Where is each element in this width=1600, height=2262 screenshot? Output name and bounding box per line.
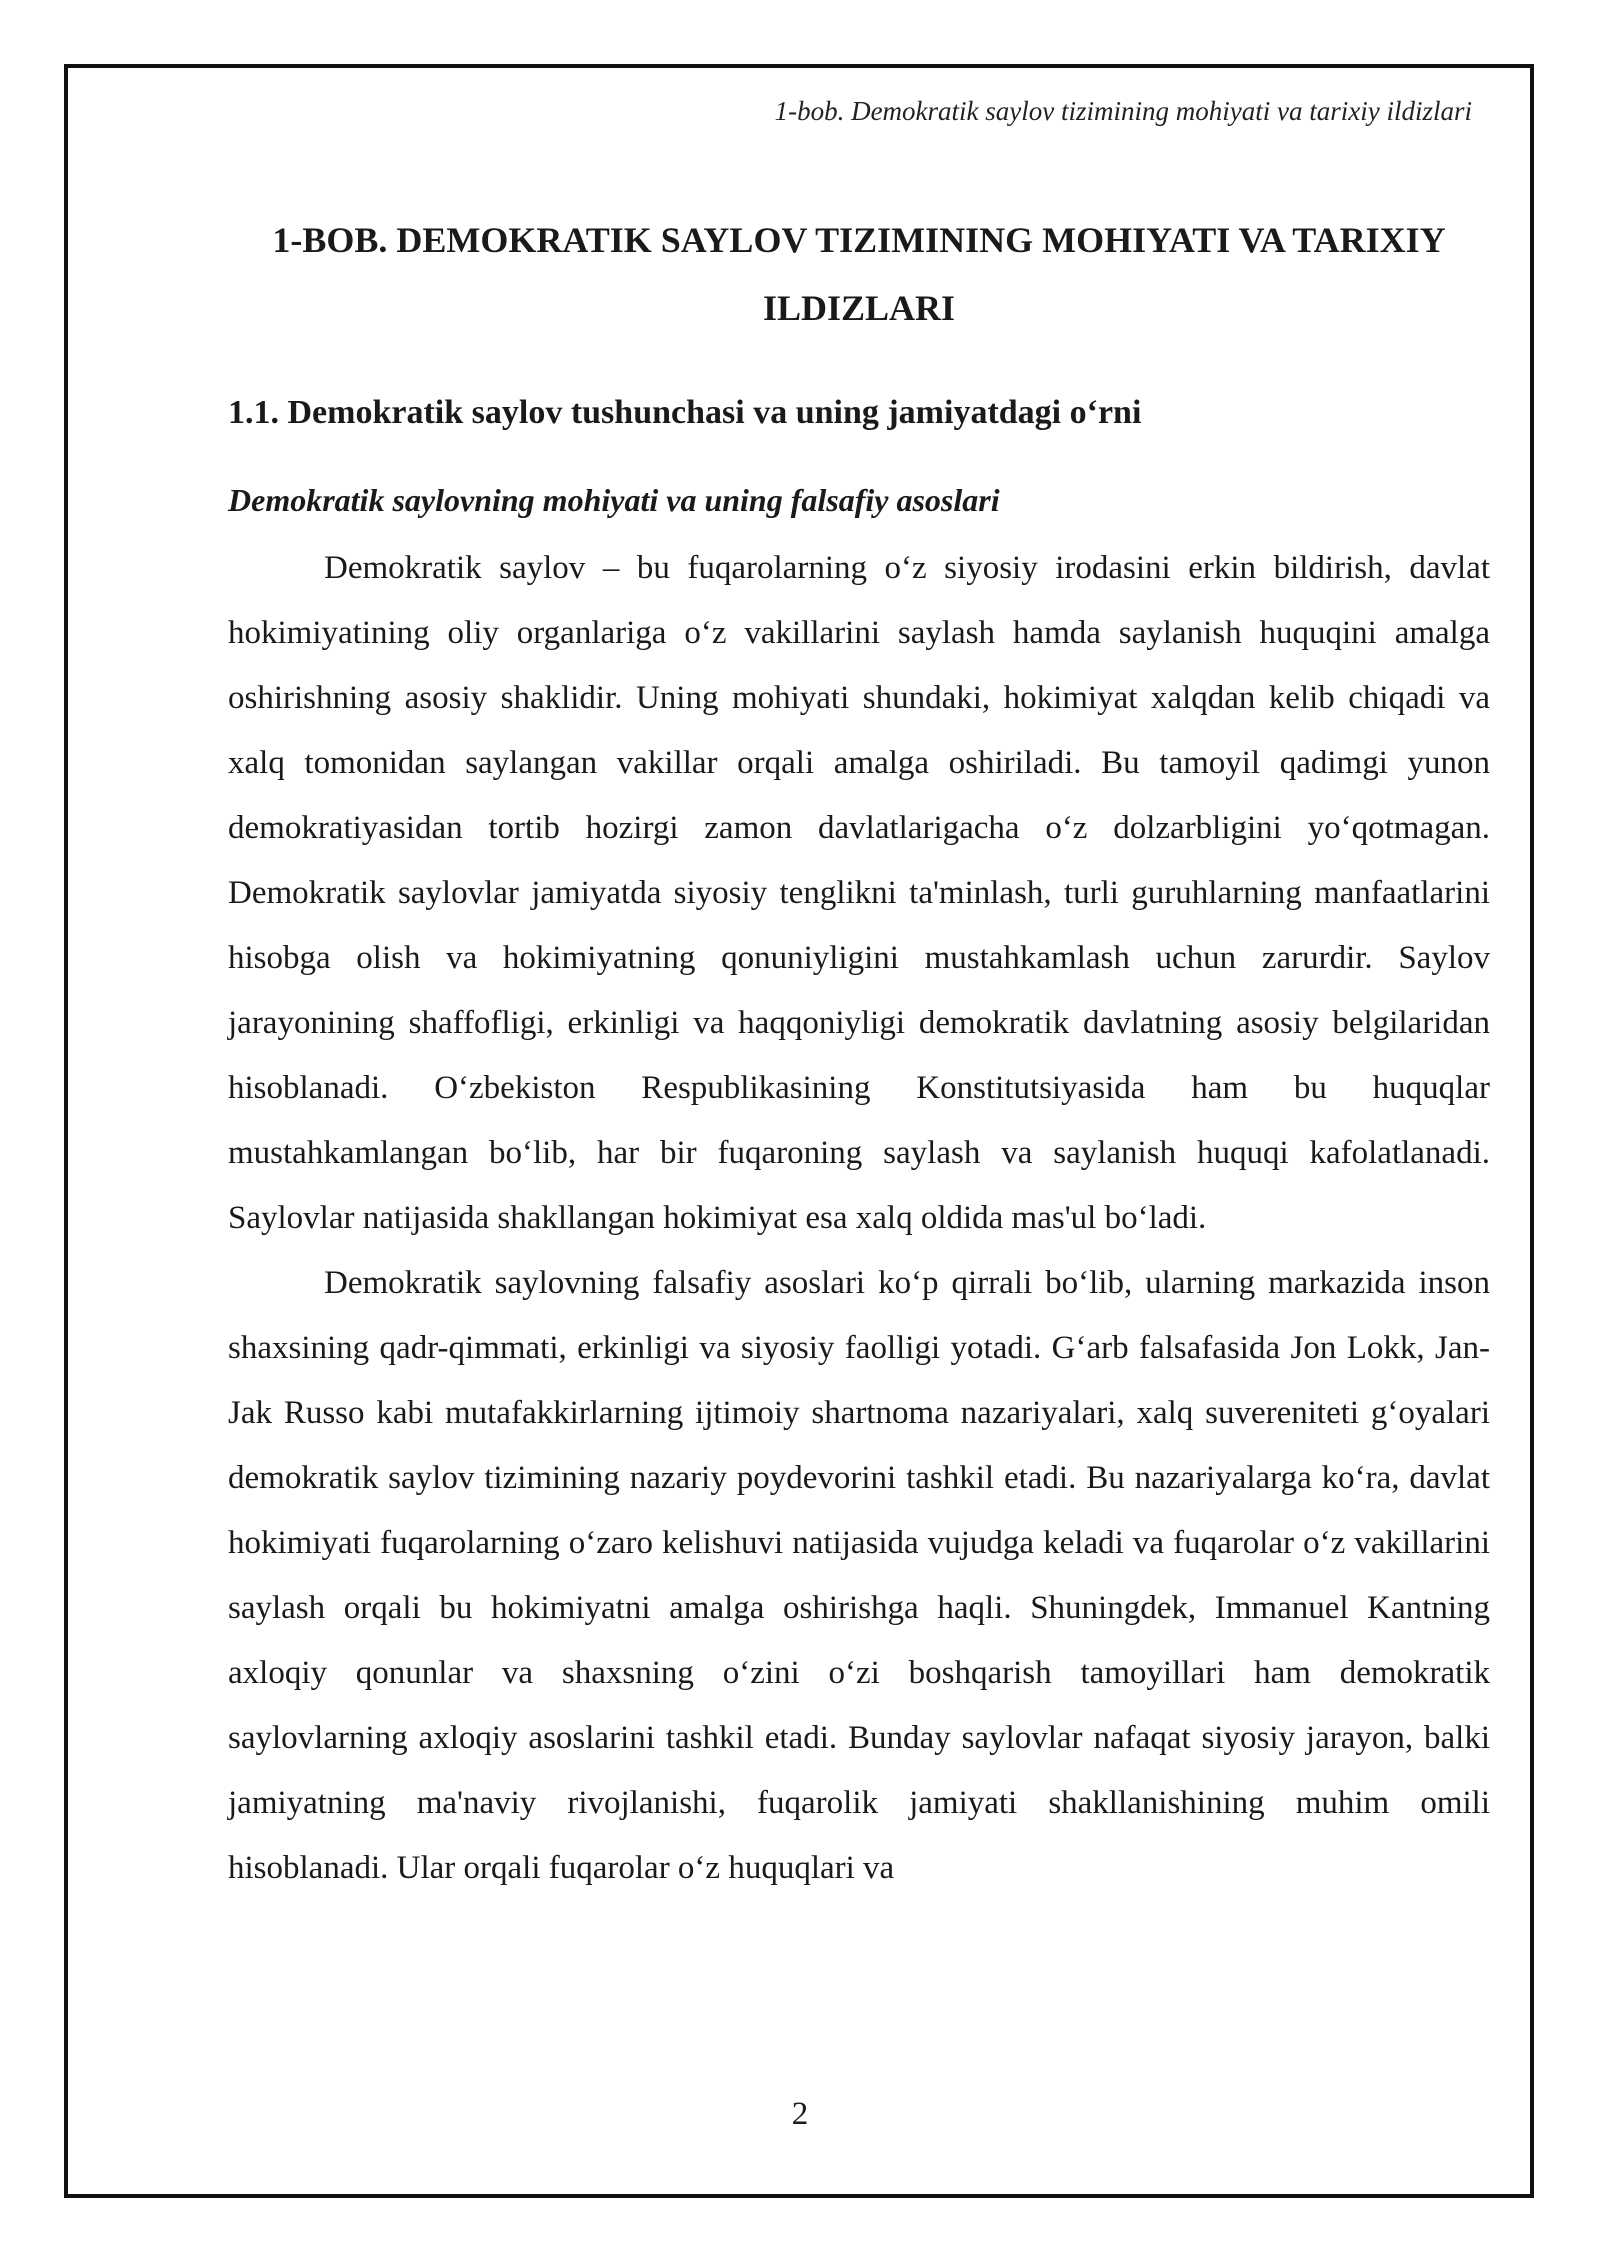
body-paragraph: Demokratik saylov – bu fuqarolarning o‘z siyosiy irodasini erkin bildirish, davlat hokimiyatining oliy organlariga o‘z vakillarini saylash hamda saylanish huquqini amalga oshirishning asosiy shaklidir. Uning mohiyati shundaki, hokimiyat xalqdan kelib chiqadi va xalq tomonidan saylangan vakillar orqali amalga oshiriladi. Bu tamoyil qadimgi yunon demokratiyasidan tortib hozirgi zamon davlatlarigacha o‘z dolzarbligini yo‘qotmagan. Demokratik saylovlar jamiyatda siyosiy tenglikni ta'minlash, turli guruhlarning manfaatlarini hisobga olish va hokimiyatning qonuniyligini mustahkamlash uchun zarurdir. Saylov jarayonining shaffofligi, erkinligi va haqqoniyligi demokratik davlatning asosiy belgilaridan hisoblanadi. O‘zbekiston Respublikasining Konstitutsiyasida ham bu huquqlar mustahkamlangan bo‘lib, har bir fuqaroning saylash va saylanish huquqi kafolatlanadi. Saylovlar natijasida shakllangan hokimiyat esa xalq oldida mas'ul bo‘ladi.	[228, 550, 1490, 1236]
section-title: 1.1. Demokratik saylov tushunchasi va uning jamiyatdagi o‘rni	[228, 394, 1142, 431]
page-number: 2	[791, 2096, 809, 2132]
running-header: 1-bob. Demokratik saylov tizimining mohiyati va tarixiy ildizlari	[774, 96, 1472, 126]
body-paragraph: Demokratik saylovning falsafiy asoslari ko‘p qirrali bo‘lib, ularning markazida inson shaxsining qadr-qimmati, erkinligi va siyosiy faolligi yotadi. G‘arb falsafasida Jon Lokk, Jan-Jak Russo kabi mutafakkirlarning ijtimoiy shartnoma nazariyalari, xalq suvereniteti g‘oyalari demokratik saylov tizimining nazariy poydevorini tashkil etadi. Bu nazariyalarga ko‘ra, davlat hokimiyati fuqarolarning o‘zaro kelishuvi natijasida vujudga keladi va fuqarolar o‘z vakillarini saylash orqali bu hokimiyatni amalga oshirishga haqli. Shuningdek, Immanuel Kantning axloqiy qonunlar va shaxsning o‘zini o‘zi boshqarish tamoyillari ham demokratik saylovlarning axloqiy asoslarini tashkil etadi. Bunday saylovlar nafaqat siyosiy jarayon, balki jamiyatning ma'naviy rivojlanishi, fuqarolik jamiyati shakllanishining muhim omili hisoblanadi. Ular orqali fuqarolar o‘z huquqlari va	[228, 1265, 1490, 1886]
chapter-title: 1-BOB. DEMOKRATIK SAYLOV TIZIMINING MOHIYATI VA TARIXIY ILDIZLARI	[272, 220, 1446, 328]
subsection-title: Demokratik saylovning mohiyati va uning falsafiy asoslari	[228, 482, 1000, 518]
page-content	[228, 206, 1490, 1901]
